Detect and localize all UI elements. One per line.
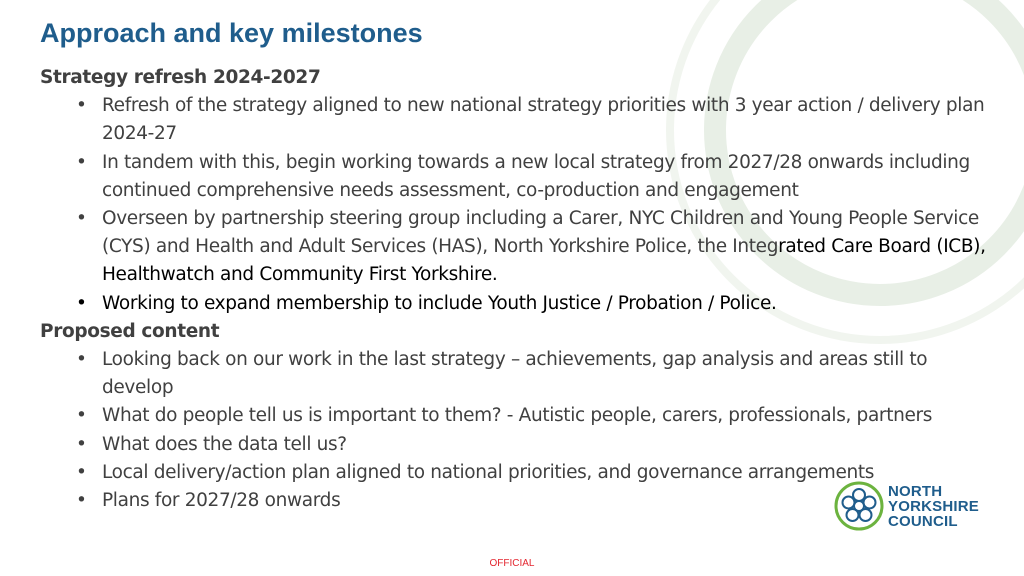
logo-line-yorkshire: YORKSHIRE — [888, 497, 979, 515]
slide-content — [40, 64, 1000, 515]
section-heading-proposed-content: Proposed content — [40, 320, 220, 342]
list-item: • Refresh of the strategy aligned to new national strategy priorities with 3 year action / delivery plan 2024-27 — [40, 92, 1000, 148]
list-item: • Looking back on our work in the last strategy – achievements, gap analysis and areas still to develop — [40, 346, 1000, 402]
list-item: • Plans for 2027/28 onwards — [40, 487, 1000, 515]
list-item-text: Overseen by partnership steering group including a Carer, NYC Children and Young People Service (CYS) and Health and Adult Services (HAS), North Yorkshire Police, the Integ — [102, 208, 979, 258]
list-item-text-continued: rated Care Board (ICB), Healthwatch and Community First Yorkshire. — [102, 236, 986, 286]
list-item: • Working to expand membership to include Youth Justice / Probation / Police. — [40, 290, 1000, 318]
list-item: • Local delivery/action plan aligned to national priorities, and governance arrangements — [40, 459, 1000, 487]
north-yorkshire-council-logo — [834, 478, 984, 534]
footer-classification-label: OFFICIAL — [489, 558, 535, 569]
list-item: • What does the data tell us? — [40, 431, 1000, 459]
section-heading-strategy-refresh: Strategy refresh 2024-2027 — [40, 67, 321, 88]
list-item: • In tandem with this, begin working towards a new local strategy from 2027/28 onwards including continued comprehensive needs assessment, co-production and engagement — [40, 149, 1000, 205]
strategy-refresh-list — [40, 92, 1000, 318]
rose-emblem-icon — [834, 481, 884, 531]
logo-line-north: NORTH — [888, 482, 943, 500]
list-item — [40, 205, 1000, 290]
logo-wordmark — [888, 484, 979, 529]
slide-title: Approach and key milestones — [40, 18, 423, 48]
list-item: • What do people tell us is important to them? - Autistic people, carers, professionals, partners — [40, 402, 1000, 430]
logo-line-council: COUNCIL — [888, 512, 958, 530]
